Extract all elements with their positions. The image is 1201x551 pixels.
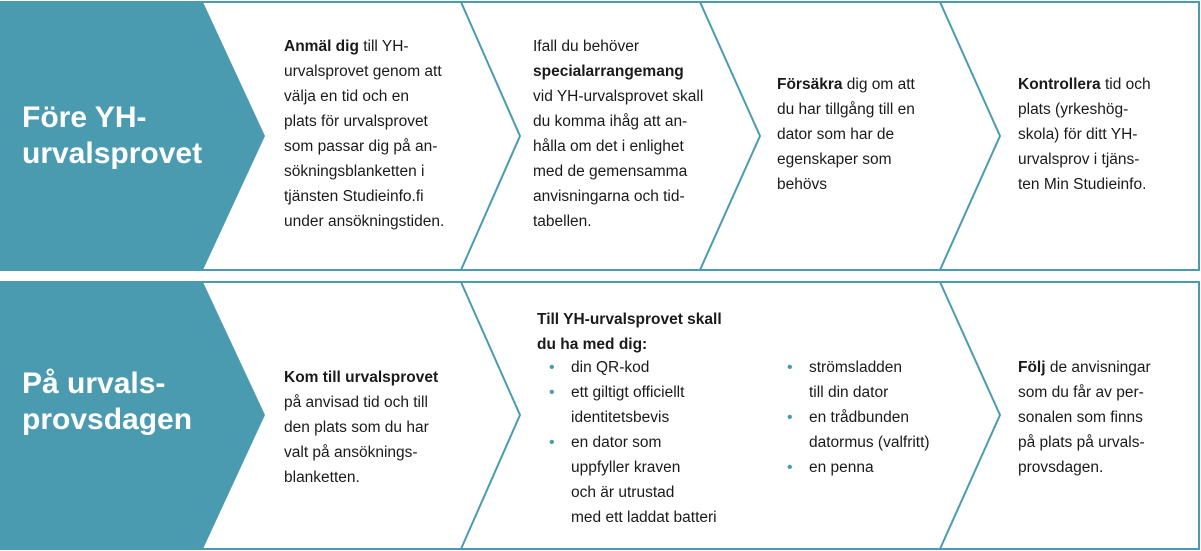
row1-step4-text: tid och plats (yrkeshög- skola) för ditt YH- urvalsprov i tjäns- ten Min Studieinfo.	[1018, 76, 1151, 193]
row1-step3-bold: Försäkra	[777, 76, 843, 93]
bullet-icon: •	[787, 459, 793, 476]
list-item	[549, 430, 764, 530]
row2-step3	[1018, 355, 1193, 480]
row1-step2-text: vid YH-urvalsprovet skall du komma ihåg att an- hålla om det i enlighet med de gemensamma anvisningarna och tid- tabellen.	[533, 88, 704, 230]
bullet-icon: •	[549, 359, 555, 376]
row1-step2-pre: Ifall du behöver	[533, 38, 639, 55]
row2-step1	[284, 365, 484, 490]
list-item-text: strömsladden till din dator	[809, 359, 903, 401]
row1-step4	[1018, 72, 1188, 197]
row2-step2-list-right	[787, 355, 957, 480]
list-item	[549, 380, 764, 430]
bullet-icon: •	[549, 434, 555, 451]
row2-step2-heading: Till YH-urvalsprovet skall du ha med dig:	[537, 311, 722, 353]
row2-step1-text: på anvisad tid och till den plats som du har valt på ansöknings- blanketten.	[284, 394, 429, 486]
row2-step2-list-left	[549, 355, 764, 530]
row1-step4-bold: Kontrollera	[1018, 76, 1101, 93]
list-item	[787, 455, 957, 480]
row1-step1-bold: Anmäl dig	[284, 38, 359, 55]
row2-step3-bold: Följ	[1018, 359, 1046, 376]
row1-step1	[284, 34, 484, 234]
list-item-text: en trådbunden datormus (valfritt)	[809, 409, 930, 451]
bullet-icon: •	[787, 359, 793, 376]
row1-step3-text: dig om att du har tillgång till en dator som har de egenskaper som behövs	[777, 76, 915, 193]
row1-step3	[777, 72, 947, 197]
row1-step2-bold: specialarrangemang	[533, 63, 684, 80]
bullet-icon: •	[787, 409, 793, 426]
list-item	[787, 405, 957, 455]
row2-step3-text: de anvisningar som du får av per- sonalen som finns på plats på urvals- provsdagen.	[1018, 359, 1151, 476]
list-item-text: din QR-kod	[571, 359, 650, 376]
row2-step1-bold: Kom till urvalsprovet	[284, 369, 439, 386]
row2-title: På urvals- provsdagen	[22, 367, 193, 436]
list-item-text: en penna	[809, 459, 874, 476]
list-item-text: en dator som uppfyller kraven och är utrustad med ett laddat batteri	[571, 434, 717, 526]
row1-step2	[533, 34, 733, 234]
row1-step1-text: till YH- urvalsprovet genom att välja en tid och en plats för urvalsprovet som passar dig på an- sökningsblanketten i tjänsten Studieinfo.fi under ansökningstiden.	[284, 38, 445, 230]
row1-title: Före YH- urvalsprovet	[22, 101, 203, 170]
list-item-text: ett giltigt officiellt identitetsbevis	[571, 384, 685, 426]
bullet-icon: •	[549, 384, 555, 401]
list-item	[787, 355, 957, 405]
list-item	[549, 355, 764, 380]
